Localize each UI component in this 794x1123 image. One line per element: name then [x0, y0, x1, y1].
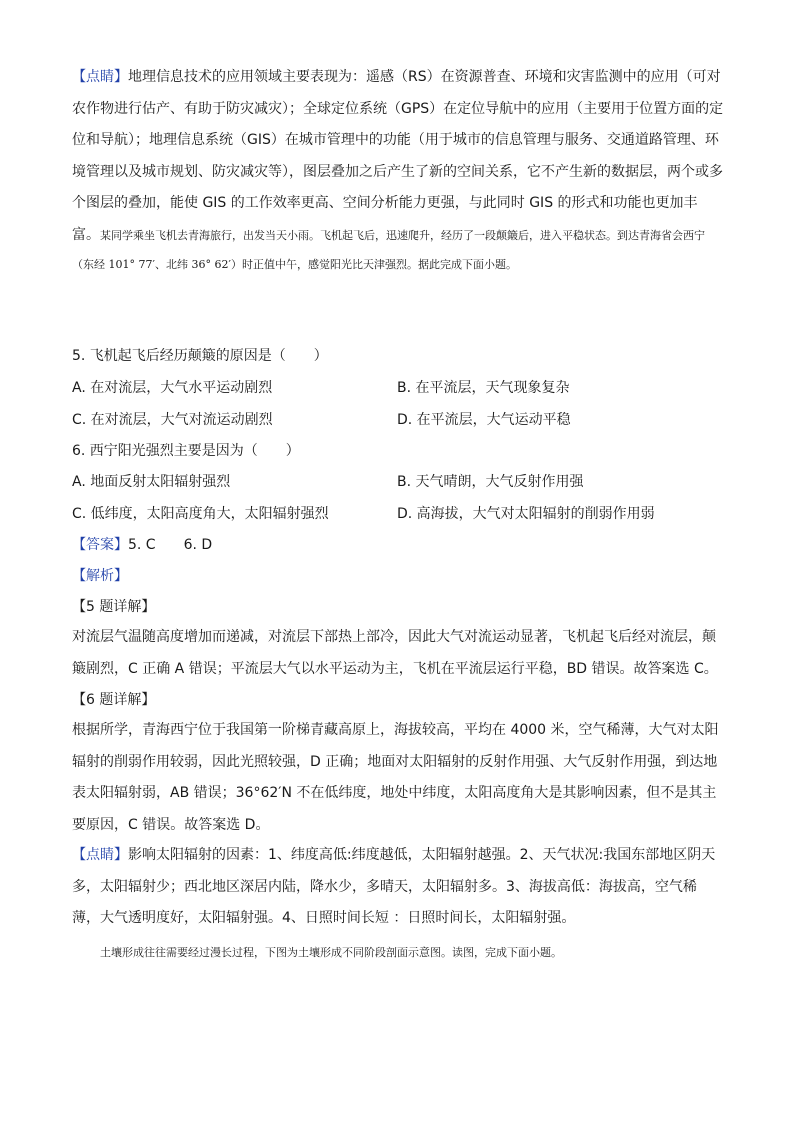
q5-option-b: B. 在平流层，天气现象复杂: [397, 380, 570, 396]
q5-option-a: A. 在对流层，大气水平运动剧烈: [72, 380, 273, 396]
q5-stem: 5. 飞机起飞后经历颠簸的原因是（ ）: [72, 348, 328, 364]
detail-5-text: 对流层气温随高度增加而递减，对流层下部热上部冷，因此大气对流运动显著，飞机起飞后经对流层，颠簸剧烈，C 正确 A 错误；平流层大气以水平运动为主，飞机在平流层运行平稳，BD 错误。故答案选 C。: [72, 629, 718, 677]
question-intro-2: 土壤形成往往需要经过漫长过程，下图为土壤形成不同阶段剖面示意图。读图，完成下面小题。: [100, 946, 562, 959]
answer-line: [72, 535, 212, 555]
q6-option-c: C. 低纬度，太阳高度角大，太阳辐射强烈: [72, 506, 329, 522]
answer-value: 5. C 6. D: [128, 537, 213, 553]
q6-option-b: B. 天气晴朗，大气反射作用强: [397, 474, 584, 490]
q6-stem: 6. 西宁阳光强烈主要是因为（ ）: [72, 443, 300, 459]
dianjing-text: 地理信息技术的应用领域主要表现为：遥感（RS）在资源普查、环境和灾害监测中的应用（可对农作物进行估产、有助于防灾减灾）；全球定位系统（GPS）在定位导航中的应用（主要用于位置方面的定位和导航）；地理信息系统（GIS）在城市管理中的功能（用于城市的信息管理与服务、交通道路管理、环境管理以及城市规划、防灾减灾等），图层叠加之后产生了新的空间关系，它不产生新的数据层，两个或多个图层的叠加，能使 GIS 的工作效率更高、空间分析能力更强，与此同时 GIS 的形式和功能也更加丰富。: [72, 69, 724, 243]
dianjing-tag: 【点睛】: [72, 69, 128, 85]
detail-6-tag: 【6 题详解】: [72, 692, 156, 708]
detail-5-tag: 【5 题详解】: [72, 599, 156, 615]
q6-option-d: D. 高海拔，大气对太阳辐射的削弱作用弱: [397, 506, 655, 522]
dianjing-paragraph-2: [72, 840, 724, 935]
q5-option-d: D. 在平流层，大气运动平稳: [397, 412, 571, 428]
question-intro-1: 某同学乘坐飞机去青海旅行，出发当天小雨。飞机起飞后，迅速爬升，经历了一段颠簸后，进入平稳状态。到达青海省会西宁（东经 101° 77′、北纬 36° 62′）时正值中午，感觉阳光比天津强烈。据此完成下面小题。: [72, 229, 705, 271]
q5-option-c: C. 在对流层，大气对流运动剧烈: [72, 412, 273, 428]
answer-tag: 【答案】: [72, 537, 128, 553]
detail-6-text: 根据所学，青海西宁位于我国第一阶梯青藏高原上，海拔较高，平均在 4000 米，空气稀薄，大气对太阳辐射的削弱作用较弱，因此光照较强，D 正确；地面对太阳辐射的反射作用强、大气反射作用强，到达地表太阳辐射弱，AB 错误；36°62′N 不在低纬度，地处中纬度，太阳高度角大是其影响因素，但不是其主要原因，C 错误。故答案选 D。: [72, 722, 719, 833]
dianjing-text-2: 影响太阳辐射的因素：1、纬度高低:纬度越低，太阳辐射越强。2、天气状况:我国东部地区阴天多，太阳辐射少；西北地区深居内陆，降水少，多晴天，太阳辐射多。3、海拔高低：海拔高，空气稀薄，大气透明度好，太阳辐射强。4、日照时间长短 ：日照时间长，太阳辐射强。: [72, 847, 716, 926]
q6-option-a: A. 地面反射太阳辐射强烈: [72, 474, 231, 490]
analysis-tag: 【解析】: [72, 568, 128, 584]
dianjing-tag-2: 【点睛】: [72, 847, 128, 863]
